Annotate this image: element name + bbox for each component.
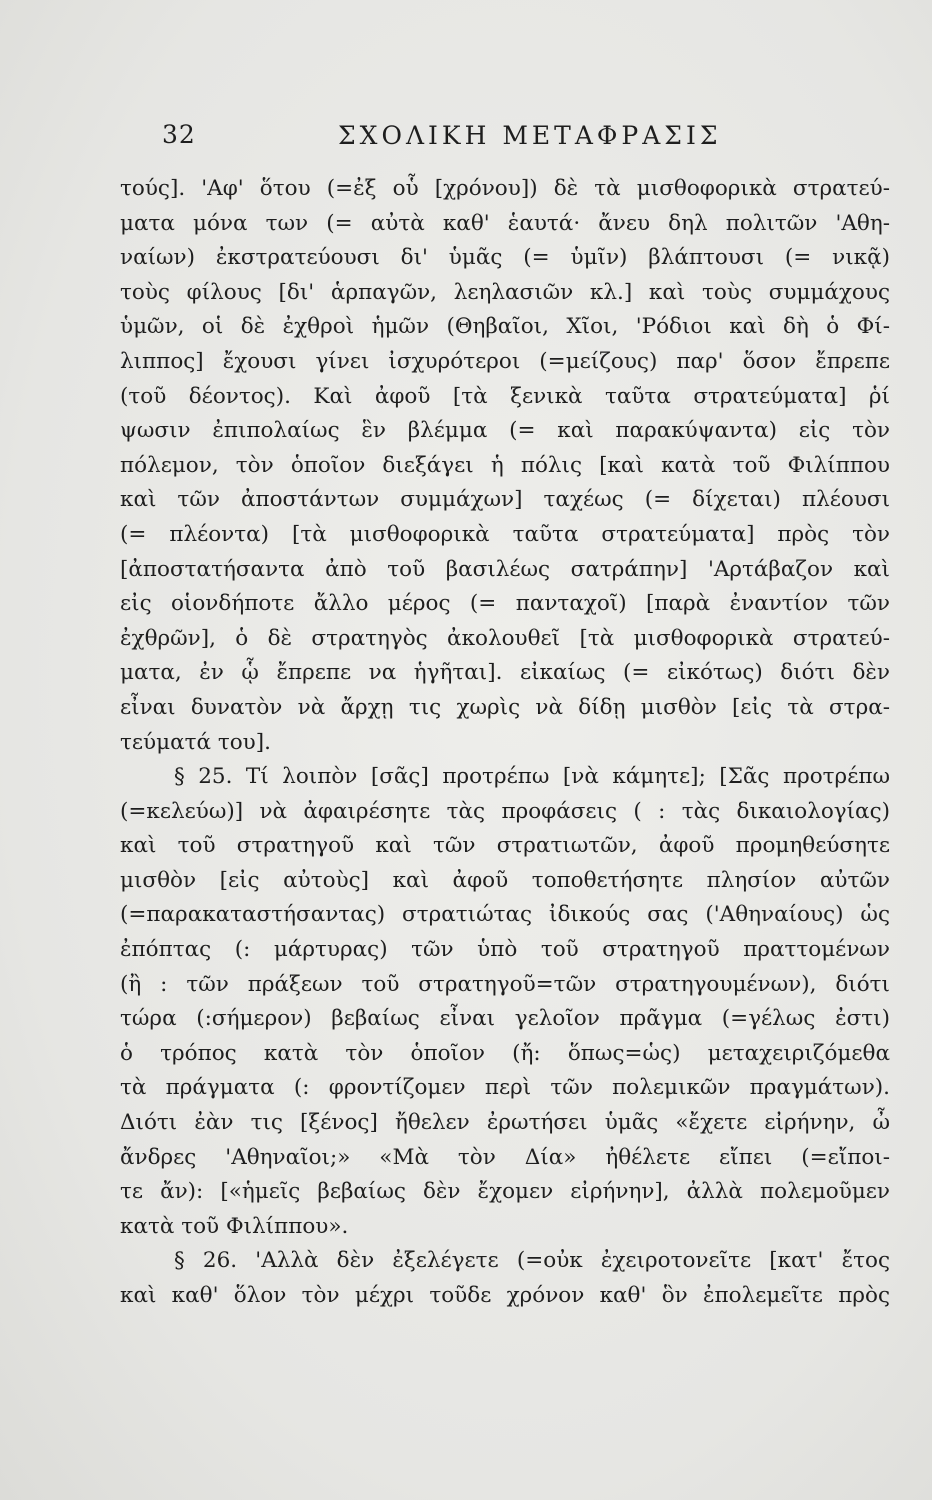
paragraph-26-start: § 26. 'Αλλὰ δὲν ἐξελέγετε (=οὐκ ἐχειροτονεῖτε [κατ' ἔτος — [174, 1248, 890, 1274]
text-line: ὁ τρόπος κατὰ τὸν ὁποῖον (ἤ: ὅπως=ὡς) μεταχειριζόμεθα — [120, 1040, 890, 1066]
text-line: (= πλέοντα) [τὰ μισθοφορικὰ ταῦτα στρατεύματα] πρὸς τὸν — [120, 521, 890, 547]
text-line: ὑμῶν, οἱ δὲ ἐχθροὶ ἡμῶν (Θηβαῖοι, Χῖοι, 'Ρόδιοι καὶ δὴ ὁ Φί- — [120, 314, 890, 340]
text-line: τὰ πράγματα (: φροντίζομεν περὶ τῶν πολεμικῶν πραγμάτων). — [120, 1075, 890, 1101]
text-line: καὶ τοῦ στρατηγοῦ καὶ τῶν στρατιωτῶν, ἀφοῦ προμηθεύσητε — [120, 833, 890, 859]
text-line: (τοῦ δέοντος). Καὶ ἀφοῦ [τὰ ξενικὰ ταῦτα στρατεύματα] ῥί — [120, 383, 890, 409]
text-line: ματα μόνα των (= αὐτὰ καθ' ἑαυτά· ἄνευ δηλ πολιτῶν 'Αθη- — [120, 210, 890, 236]
text-line: καὶ καθ' ὅλον τὸν μέχρι τοῦδε χρόνον καθ' ὃν ἐπολεμεῖτε πρὸς — [120, 1283, 890, 1308]
text-line: τούς]. 'Αφ' ὅτου (=ἐξ οὗ [χρόνου]) δὲ τὰ μισθοφορικὰ στρατεύ- — [120, 176, 890, 201]
text-line: καὶ τῶν ἀποστάντων συμμάχων] ταχέως (= δίχεται) πλέουσι — [120, 487, 890, 513]
text-line: (=κελεύω)] νὰ ἀφαιρέσητε τὰς προφάσεις ( : τὰς δικαιολογίας) — [120, 798, 890, 824]
text-line: [ἀποστατήσαντα ἀπὸ τοῦ βασιλέως σατράπην] 'Αρτάβαζον καὶ — [120, 556, 890, 582]
text-line: κατὰ τοῦ Φιλίππου». — [120, 1213, 349, 1239]
body-text — [120, 172, 890, 1314]
text-line: ναίων) ἐκστρατεύουσι δι' ὑμᾶς (= ὑμῖν) βλάπτουσι (= νικᾷ) — [120, 245, 890, 271]
text-line: (ἢ : τῶν πράξεων τοῦ στρατηγοῦ=τῶν στρατηγουμένων), διότι — [120, 971, 890, 997]
text-line: ἄνδρες 'Αθηναῖοι;» «Μὰ τὸν Δία» ἠθέλετε εἴπει (=εἴποι- — [120, 1144, 890, 1170]
text-line: εἶναι δυνατὸν νὰ ἄρχῃ τις χωρὶς νὰ δίδῃ μισθὸν [εἰς τὰ στρα- — [120, 694, 890, 720]
text-line: Διότι ἐὰν τις [ξένος] ἤθελεν ἐρωτήσει ὑμᾶς «ἔχετε εἰρήνην, ὦ — [120, 1110, 890, 1136]
running-title: ΣΧΟΛΙΚΗ ΜΕΤΑΦΡΑΣΙΣ — [338, 121, 722, 150]
paragraph-25-start: § 25. Τί λοιπὸν [σᾶς] προτρέπω [νὰ κάμητε]; [Σᾶς προτρέπω — [174, 764, 890, 790]
text-line: ἐχθρῶν], ὁ δὲ στρατηγὸς ἀκολουθεῖ [τὰ μισθοφορικὰ στρατεύ- — [120, 625, 890, 651]
text-line: (=παρακαταστήσαντας) στρατιώτας ἰδικούς σας ('Αθηναίους) ὡς — [120, 902, 890, 928]
text-line: τε ἄν): [«ἡμεῖς βεβαίως δὲν ἔχομεν εἰρήνην], ἀλλὰ πολεμοῦμεν — [120, 1179, 890, 1205]
text-line: πόλεμον, τὸν ὁποῖον διεξάγει ἡ πόλις [καὶ κατὰ τοῦ Φιλίππου — [120, 452, 890, 478]
text-line: τώρα (:σήμερον) βεβαίως εἶναι γελοῖον πρᾶγμα (=γέλως ἐστι) — [120, 1006, 890, 1032]
text-line: ψωσιν ἐπιπολαίως ἓν βλέμμα (= καὶ παρακύψαντα) εἰς τὸν — [120, 418, 890, 444]
text-line: εἰς οἱονδήποτε ἄλλο μέρος (= πανταχοῖ) [παρὰ ἐναντίον τῶν — [120, 591, 890, 617]
text-line: τοὺς φίλους [δι' ἁρπαγῶν, λεηλασιῶν κλ.] καὶ τοὺς συμμάχους — [120, 279, 890, 305]
text-line: ἐπόπτας (: μάρτυρας) τῶν ὑπὸ τοῦ στρατηγοῦ πραττομένων — [120, 937, 890, 963]
text-line: τεύματά του]. — [120, 729, 271, 755]
text-line: μισθὸν [εἰς αὐτοὺς] καὶ ἀφοῦ τοποθετήσητε πλησίον αὐτῶν — [120, 867, 890, 893]
text-line: λιππος] ἔχουσι γίνει ἰσχυρότεροι (=μείζους) παρ' ὅσον ἔπρεπε — [120, 348, 890, 374]
page-number: 32 — [162, 120, 196, 149]
text-line: ματα, ἐν ᾧ ἔπρεπε να ἡγῆται]. εἰκαίως (= εἰκότως) διότι δὲν — [120, 660, 890, 686]
